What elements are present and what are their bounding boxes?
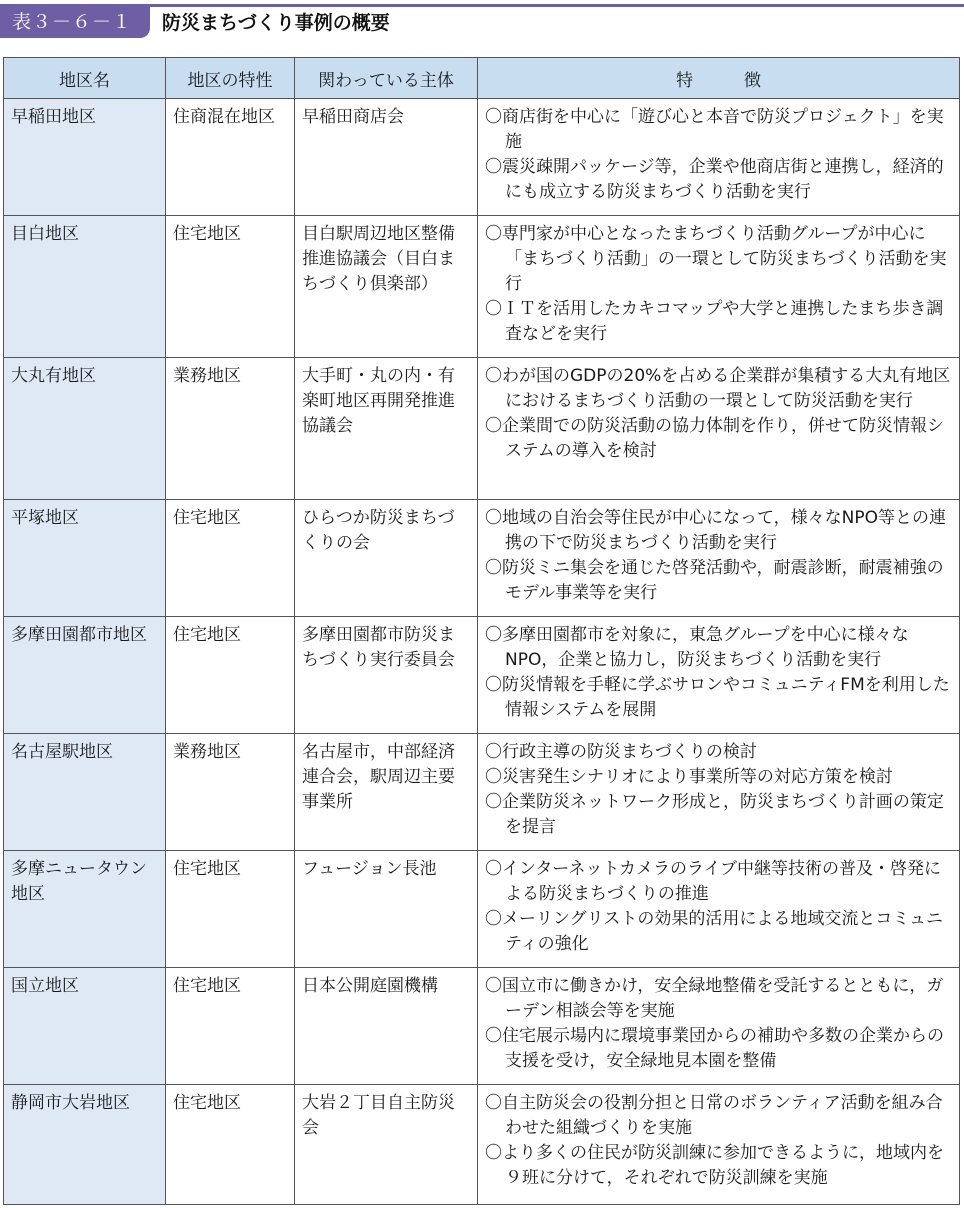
area-cell: 平塚地区 — [4, 500, 166, 617]
features-cell — [478, 617, 960, 734]
org-cell: 目白駅周辺地区整備推進協議会（目白まちづくり倶楽部） — [295, 216, 478, 358]
features-cell — [478, 500, 960, 617]
org-cell: 日本公開庭園機構 — [295, 968, 478, 1085]
features-cell — [478, 968, 960, 1085]
feature-item: 〇企業防災ネットワーク形成と，防災まちづくり計画の策定を提言 — [485, 792, 944, 837]
title-bar — [0, 0, 964, 40]
feature-item: 〇商店街を中心に「遊び心と本音で防災プロジェクト」を実施 — [485, 107, 944, 152]
type-cell: 業務地区 — [166, 358, 295, 500]
type-cell: 業務地区 — [166, 734, 295, 851]
org-cell: フュージョン長池 — [295, 851, 478, 968]
type-cell: 住宅地区 — [166, 216, 295, 358]
table-row — [4, 851, 960, 968]
feature-item: 〇より多くの住民が防災訓練に参加できるように，地域内を９班に分けて，それぞれで防災訓練を実施 — [485, 1143, 944, 1188]
org-cell: ひらつか防災まちづくりの会 — [295, 500, 478, 617]
feature-item: 〇防災ミニ集会を通じた啓発活動や，耐震診断，耐震補強のモデル事業等を実行 — [485, 558, 944, 603]
features-cell — [478, 851, 960, 968]
type-cell: 住宅地区 — [166, 500, 295, 617]
feature-item: 〇自主防災会の役割分担と日常のボランティア活動を組み合わせた組織づくりを実施 — [485, 1093, 943, 1138]
org-cell: 多摩田園都市防災まちづくり実行委員会 — [295, 617, 478, 734]
table-row — [4, 216, 960, 358]
org-cell: 早稲田商店会 — [295, 99, 478, 216]
type-cell: 住商混在地区 — [166, 99, 295, 216]
type-cell: 住宅地区 — [166, 617, 295, 734]
feature-item: 〇企業間での防災活動の協力体制を作り，併せて防災情報システムの導入を検討 — [485, 416, 944, 461]
features-cell — [478, 358, 960, 500]
header-type: 地区の特性 — [166, 58, 295, 99]
table-row — [4, 734, 960, 851]
table-row — [4, 500, 960, 617]
header-org: 関わっている主体 — [295, 58, 478, 99]
features-cell — [478, 1085, 960, 1205]
feature-item: 〇地域の自治会等住民が中心になって，様々なNPO等との連携の下で防災まちづくり活動を実行 — [485, 508, 947, 553]
area-cell: 大丸有地区 — [4, 358, 166, 500]
feature-item: 〇震災疎開パッケージ等，企業や他商店街と連携し，経済的にも成立する防災まちづくり活動を実行 — [485, 157, 944, 202]
feature-item: 〇防災情報を手軽に学ぶサロンやコミュニティFMを利用した情報システムを展開 — [485, 675, 950, 720]
feature-item: 〇インターネットカメラのライブ中継等技術の普及・啓発による防災まちづくりの推進 — [485, 859, 941, 904]
feature-item: 〇メーリングリストの効果的活用による地域交流とコミュニティの強化 — [485, 909, 943, 954]
area-cell: 早稲田地区 — [4, 99, 166, 216]
feature-item: 〇行政主導の防災まちづくりの検討 — [485, 742, 757, 762]
table-row — [4, 1085, 960, 1205]
features-cell — [478, 734, 960, 851]
type-cell: 住宅地区 — [166, 1085, 295, 1205]
table-title: 防災まちづくり事例の概要 — [162, 12, 390, 34]
area-cell: 国立地区 — [4, 968, 166, 1085]
type-cell: 住宅地区 — [166, 851, 295, 968]
area-cell: 多摩田園都市地区 — [4, 617, 166, 734]
case-table — [3, 57, 960, 1205]
area-cell: 多摩ニュータウン地区 — [4, 851, 166, 968]
table-row — [4, 99, 960, 216]
org-cell: 名古屋市，中部経済連合会，駅周辺主要事業所 — [295, 734, 478, 851]
table-row — [4, 968, 960, 1085]
feature-item: 〇わが国のGDPの20%を占める企業群が集積する大丸有地区におけるまちづくり活動の一環として防災活動を実行 — [485, 366, 951, 411]
table-row — [4, 617, 960, 734]
table-row — [4, 358, 960, 500]
feature-item: 〇ＩＴを活用したカキコマップや大学と連携したまち歩き調査などを実行 — [485, 299, 944, 344]
feature-item: 〇災害発生シナリオにより事業所等の対応方策を検討 — [485, 767, 893, 787]
feature-item: 〇多摩田園都市を対象に，東急グループを中心に様々なNPO，企業と協力し，防災まちづくり活動を実行 — [485, 625, 909, 670]
header-row — [4, 58, 960, 99]
header-area: 地区名 — [4, 58, 166, 99]
feature-item: 〇専門家が中心となったまちづくり活動グループが中心に「まちづくり活動」の一環として防災まちづくり活動を実行 — [485, 224, 947, 294]
area-cell: 名古屋駅地区 — [4, 734, 166, 851]
area-cell: 目白地区 — [4, 216, 166, 358]
features-cell — [478, 216, 960, 358]
header-features: 特 徴 — [478, 58, 960, 99]
features-cell — [478, 99, 960, 216]
type-cell: 住宅地区 — [166, 968, 295, 1085]
feature-item: 〇国立市に働きかけ，安全緑地整備を受託するとともに，ガーデン相談会等を実施 — [485, 976, 944, 1021]
table-number-label: 表３－６－１ — [0, 6, 150, 38]
org-cell: 大岩２丁目自主防災会 — [295, 1085, 478, 1205]
feature-item: 〇住宅展示場内に環境事業団からの補助や多数の企業からの支援を受け，安全緑地見本園を整備 — [485, 1026, 944, 1071]
area-cell: 静岡市大岩地区 — [4, 1085, 166, 1205]
org-cell: 大手町・丸の内・有楽町地区再開発推進協議会 — [295, 358, 478, 500]
